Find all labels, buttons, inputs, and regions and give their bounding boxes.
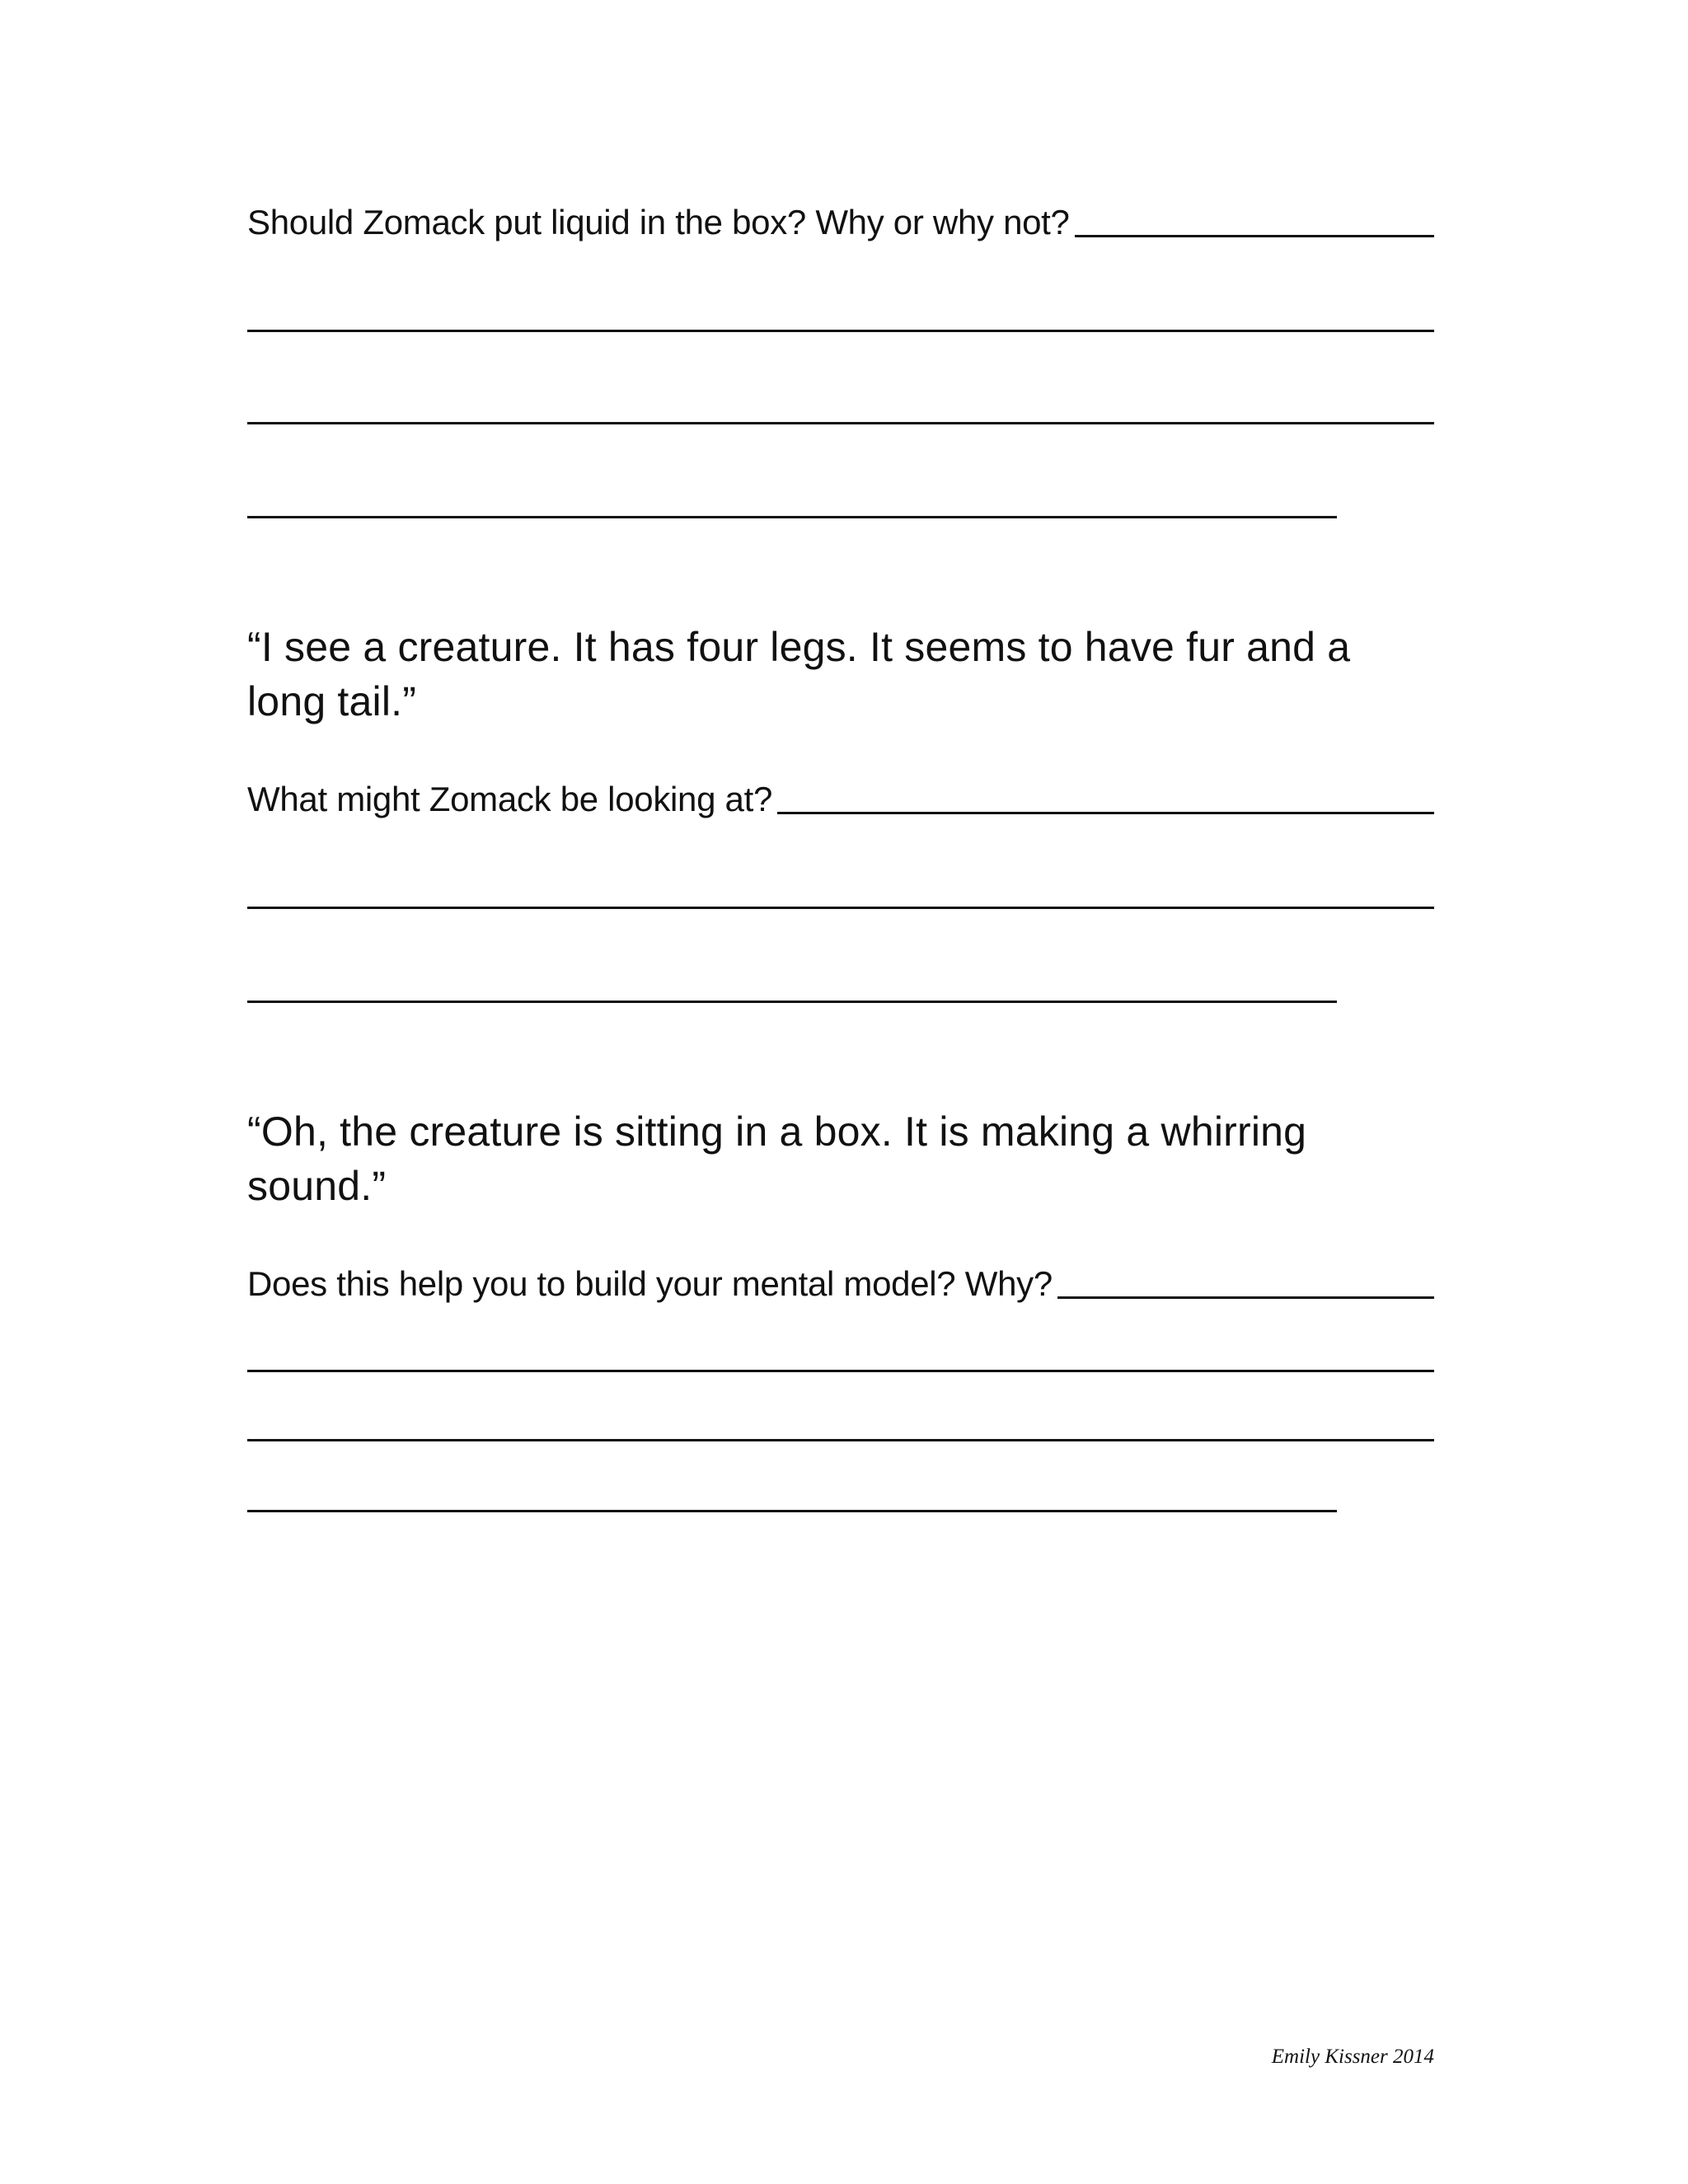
question-1-row [247,194,1434,244]
question-3-row [247,1256,1434,1305]
answer-line[interactable] [247,330,1434,332]
answer-line[interactable] [247,1510,1337,1512]
question-3-text: Does this help you to build your mental model? Why? [247,1264,1053,1303]
answer-blank[interactable] [777,812,1434,814]
quote-2-text: “I see a creature. It has four legs. It seems to have fur and a long tail.” [247,624,1351,724]
answer-line[interactable] [247,907,1434,909]
quote-3-text: “Oh, the creature is sitting in a box. It is making a whirring sound.” [247,1108,1307,1209]
answer-blank[interactable] [1057,1296,1434,1299]
answer-blank[interactable] [1075,235,1434,237]
answer-line[interactable] [247,1370,1434,1372]
question-2-row [247,771,1434,821]
author-credit: Emily Kissner 2014 [1271,2046,1434,2068]
answer-line[interactable] [247,1439,1434,1441]
answer-line[interactable] [247,422,1434,424]
answer-line[interactable] [247,516,1337,518]
question-2-text: What might Zomack be looking at? [247,780,773,818]
answer-line[interactable] [247,1001,1337,1003]
question-1-text: Should Zomack put liquid in the box? Why or why not? [247,203,1070,241]
